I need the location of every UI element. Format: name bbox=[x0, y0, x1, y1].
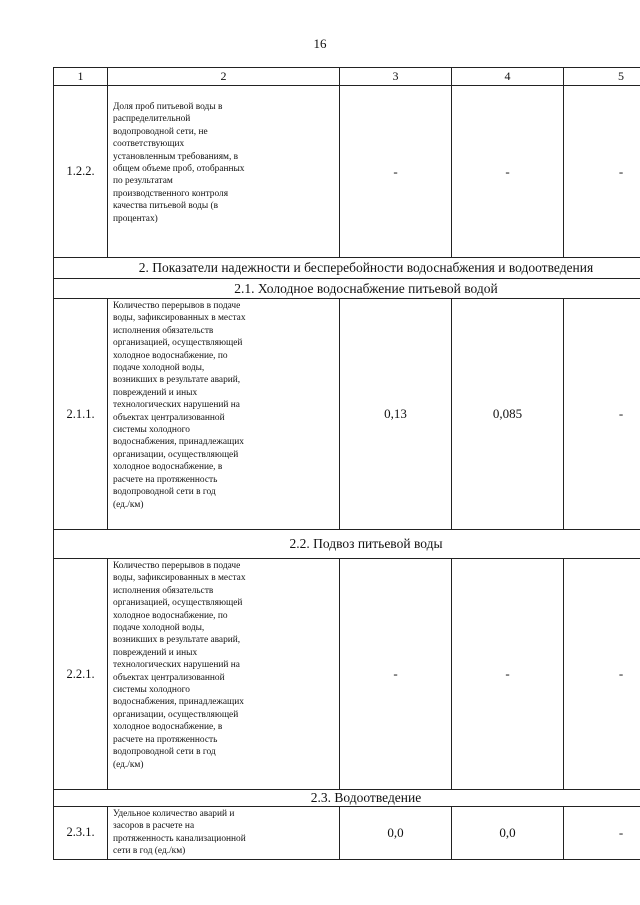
value-col5: - bbox=[564, 559, 640, 790]
indicators-table bbox=[53, 67, 640, 860]
column-number: 4 bbox=[452, 68, 564, 86]
row-description: Количество перерывов в подаче воды, зафиксированных в местах исполнения обязательств организацией, осуществляющей холодное водоснабжение, по подаче холодной воды, возникших в результате аварий, повреждений и иных технологических нарушений на объектах централизованной системы холодного водоснабжения, принадлежащих организации, осуществляющей холодное водоснабжение, в расчете на протяженность водопроводной сети в год (ед./км) bbox=[108, 559, 340, 790]
column-number: 2 bbox=[108, 68, 340, 86]
value-col4: - bbox=[452, 86, 564, 258]
subsection-heading: 2.1. Холодное водоснабжение питьевой водой bbox=[54, 279, 640, 299]
subsection-row bbox=[54, 279, 640, 299]
row-number: 2.3.1. bbox=[54, 807, 108, 860]
subsection-heading: 2.2. Подвоз питьевой воды bbox=[54, 530, 640, 559]
value-col4: 0,0 bbox=[452, 807, 564, 860]
subsection-row bbox=[54, 530, 640, 559]
row-number: 2.1.1. bbox=[54, 299, 108, 530]
value-col4: 0,085 bbox=[452, 299, 564, 530]
row-number: 1.2.2. bbox=[54, 86, 108, 258]
subsection-row bbox=[54, 790, 640, 807]
column-number: 5 bbox=[564, 68, 640, 86]
value-col5: - bbox=[564, 86, 640, 258]
column-number: 1 bbox=[54, 68, 108, 86]
column-number: 3 bbox=[340, 68, 452, 86]
row-description: Количество перерывов в подаче воды, зафиксированных в местах исполнения обязательств организацией, осуществляющей холодное водоснабжение, по подаче холодной воды, возникших в результате аварий, повреждений и иных технологических нарушений на объектах централизованной системы холодного водоснабжения, принадлежащих организации, осуществляющей холодное водоснабжение, в расчете на протяженность водопроводной сети в год (ед./км) bbox=[108, 299, 340, 530]
column-number-row bbox=[54, 68, 640, 86]
value-col3: - bbox=[340, 86, 452, 258]
table-row bbox=[54, 299, 640, 530]
value-col3: 0,0 bbox=[340, 807, 452, 860]
value-col4: - bbox=[452, 559, 564, 790]
value-col5: - bbox=[564, 299, 640, 530]
table-row bbox=[54, 86, 640, 258]
section-row bbox=[54, 258, 640, 279]
row-description: Доля проб питьевой воды в распределительной водопроводной сети, не соответствующих установленным требованиям, в общем объеме проб, отобранных по результатам производственного контроля качества питьевой воды (в процентах) bbox=[108, 86, 340, 258]
table-row bbox=[54, 807, 640, 860]
row-description: Удельное количество аварий и засоров в расчете на протяженность канализационной сети в год (ед./км) bbox=[108, 807, 340, 860]
value-col3: 0,13 bbox=[340, 299, 452, 530]
value-col5: - bbox=[564, 807, 640, 860]
subsection-heading: 2.3. Водоотведение bbox=[54, 790, 640, 807]
section-heading: 2. Показатели надежности и бесперебойности водоснабжения и водоотведения bbox=[54, 258, 640, 279]
page-number: 16 bbox=[313, 36, 327, 51]
table-row bbox=[54, 559, 640, 790]
row-number: 2.2.1. bbox=[54, 559, 108, 790]
value-col3: - bbox=[340, 559, 452, 790]
